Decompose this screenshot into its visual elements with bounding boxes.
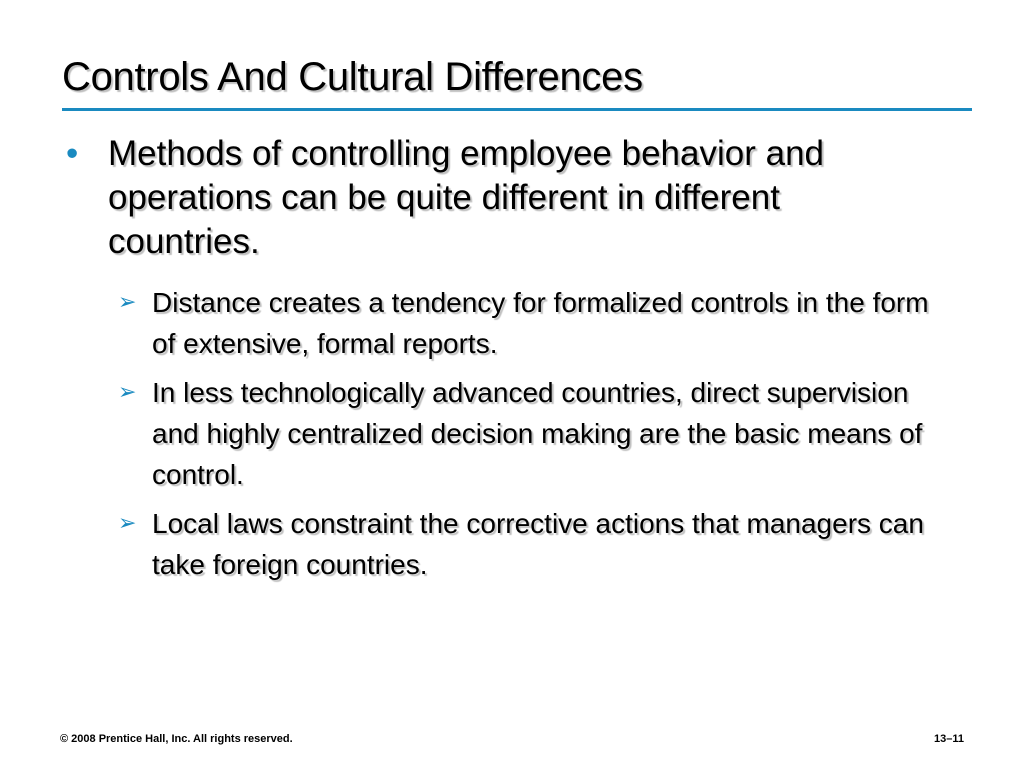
sub-bullet-list bbox=[118, 282, 938, 593]
slide-title: Controls And Cultural Differences bbox=[62, 55, 643, 99]
sub-bullet-text: In less technologically advanced countries, direct supervision and highly centralized decision making are the basic means of control. bbox=[152, 377, 923, 490]
main-bullet-text: Methods of controlling employee behavior and operations can be quite different in different countries. bbox=[108, 134, 824, 261]
main-bullet bbox=[66, 132, 946, 264]
sub-bullet-item bbox=[118, 282, 938, 364]
sub-bullet-item bbox=[118, 372, 938, 495]
arrowhead-bullet-icon: ➢ bbox=[118, 380, 137, 405]
arrowhead-bullet-icon: ➢ bbox=[118, 290, 137, 315]
bullet-dot-icon: • bbox=[66, 134, 79, 173]
footer-page-number: 13–11 bbox=[934, 733, 964, 745]
arrowhead-bullet-icon: ➢ bbox=[118, 511, 137, 536]
footer-copyright: © 2008 Prentice Hall, Inc. All rights reserved. bbox=[60, 733, 293, 745]
title-divider bbox=[62, 108, 972, 111]
sub-bullet-item bbox=[118, 503, 938, 585]
sub-bullet-text: Distance creates a tendency for formalized controls in the form of extensive, formal reports. bbox=[152, 287, 929, 359]
sub-bullet-text: Local laws constraint the corrective actions that managers can take foreign countries. bbox=[152, 508, 924, 580]
